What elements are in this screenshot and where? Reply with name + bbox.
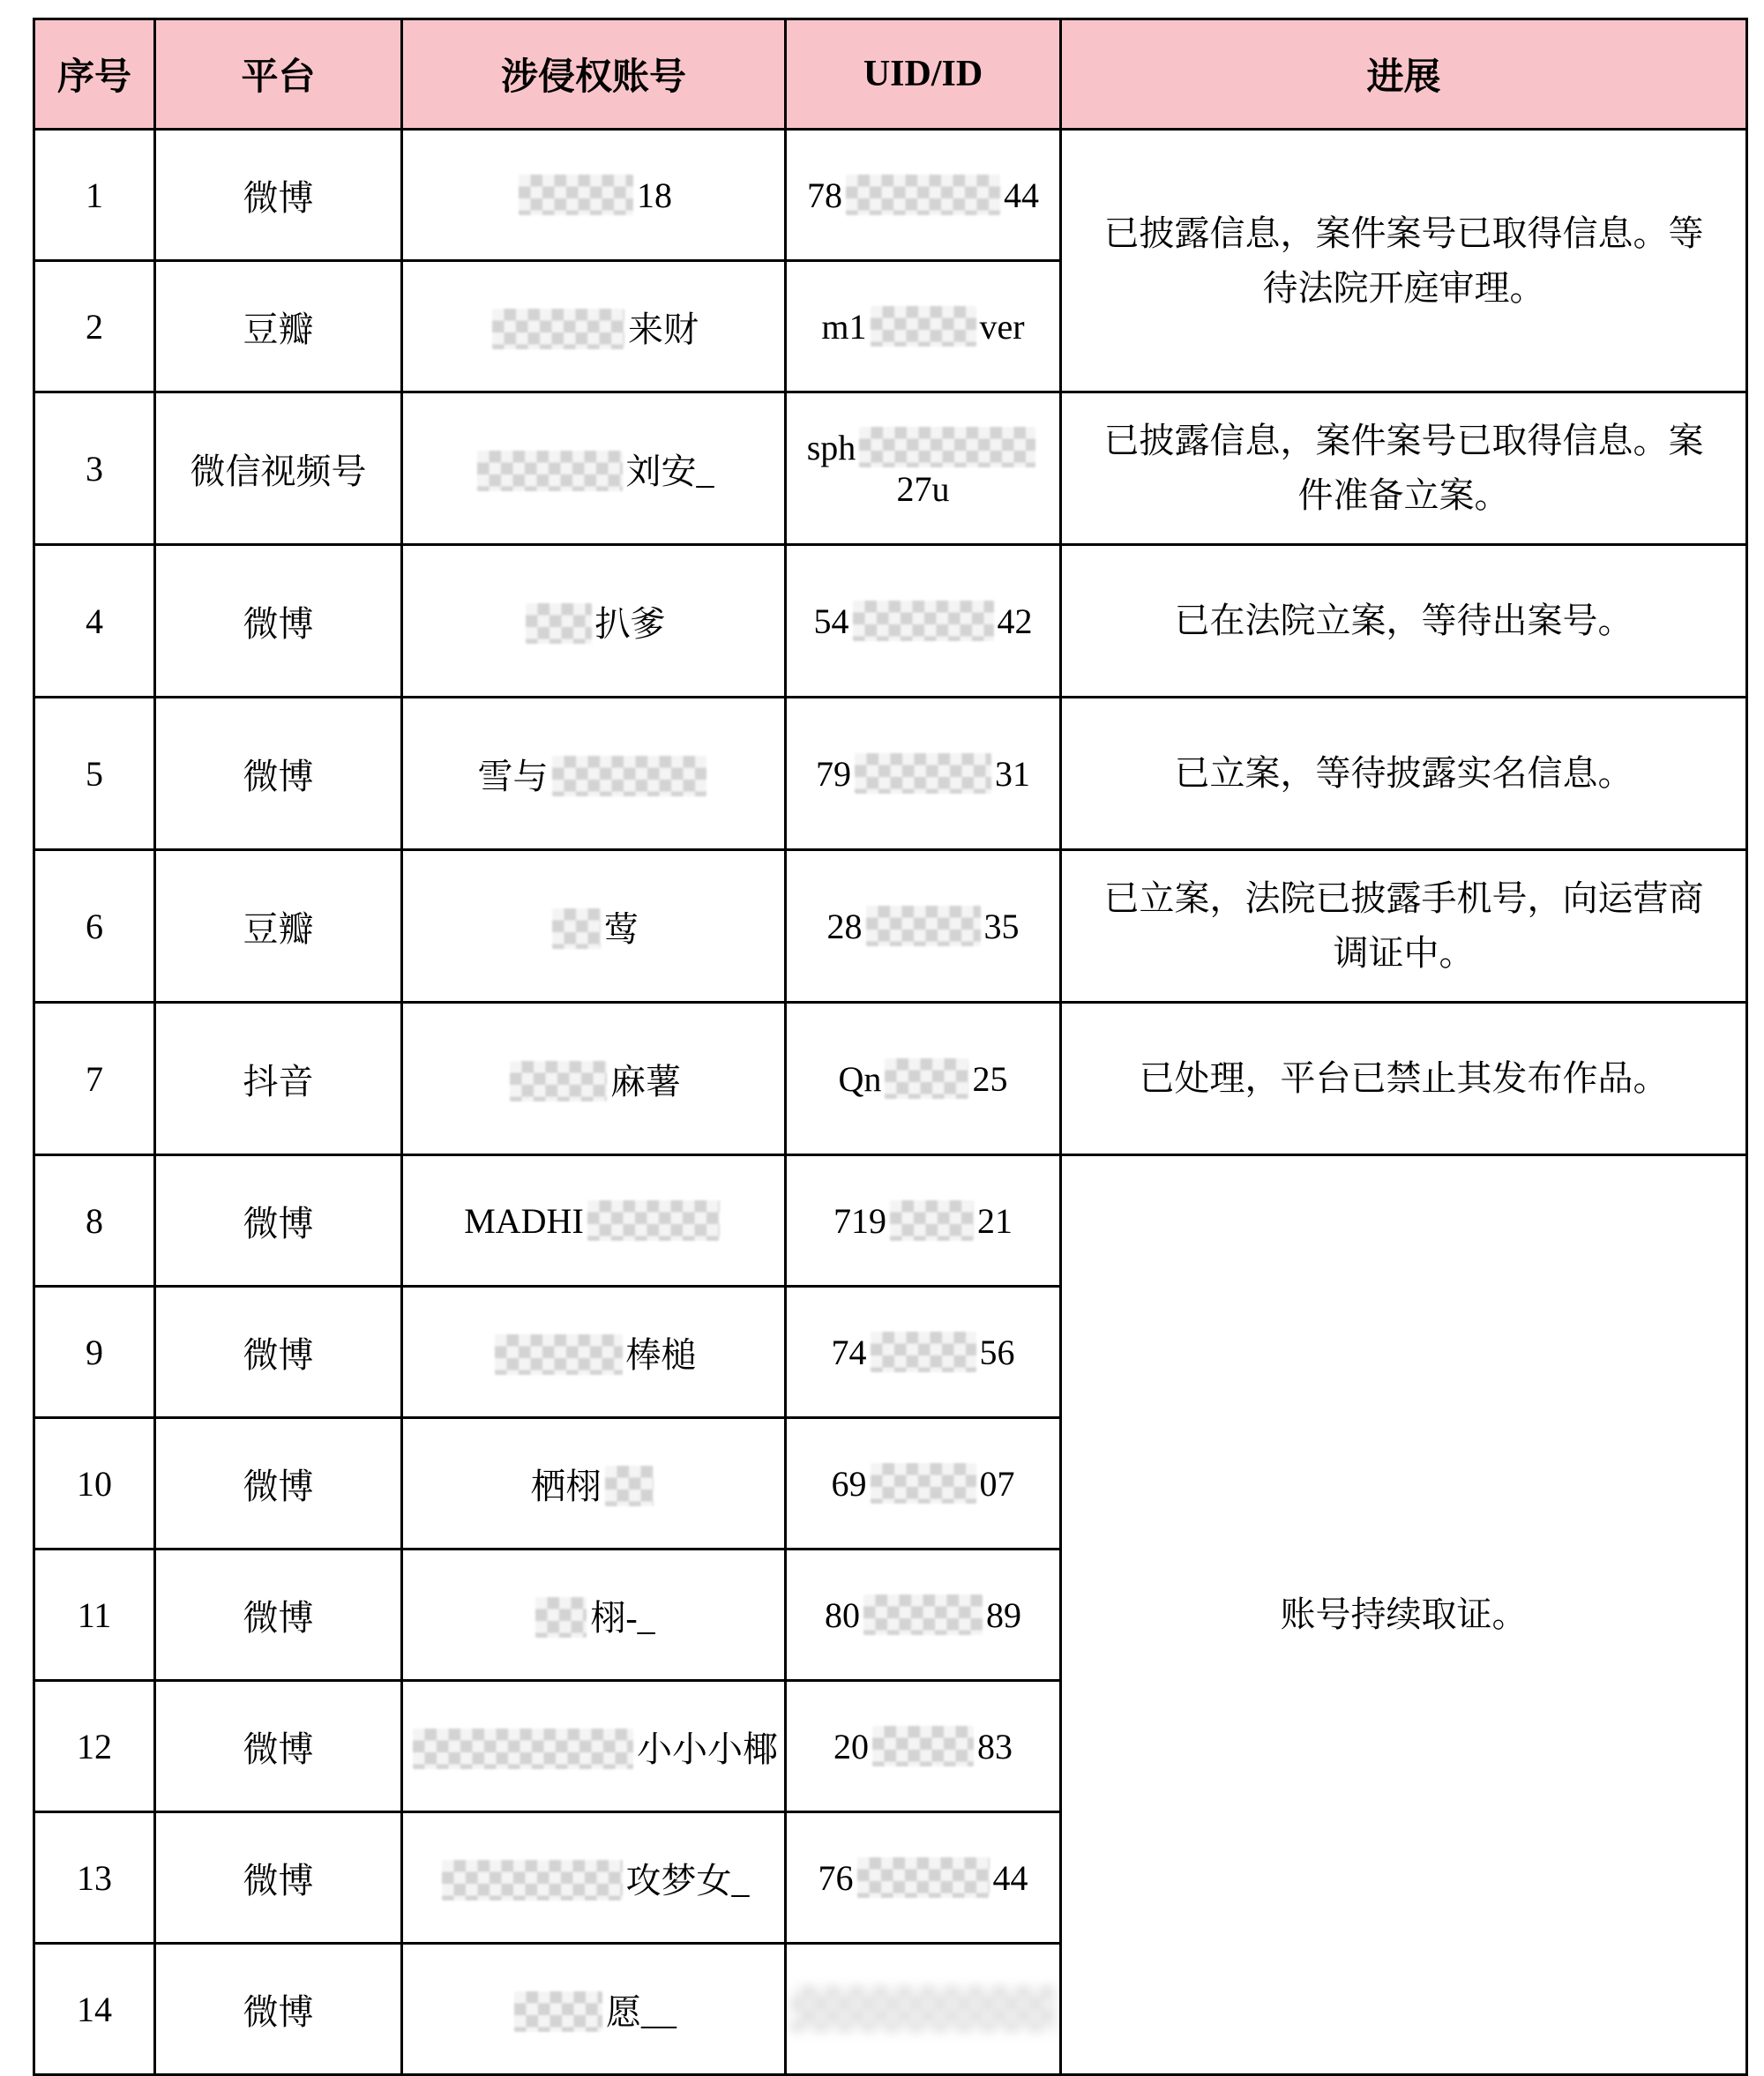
visible-text-prefix: Qn bbox=[838, 1058, 882, 1099]
uid-cell bbox=[786, 130, 1061, 261]
visible-text-prefix: 雪与 bbox=[477, 756, 549, 796]
visible-text-prefix: 28 bbox=[826, 906, 863, 946]
visible-text-prefix: sph bbox=[806, 428, 856, 467]
redaction-mosaic bbox=[552, 908, 601, 949]
visible-text-prefix: 栖栩 bbox=[530, 1466, 602, 1506]
visible-text-suffix: 42 bbox=[997, 601, 1033, 641]
header-serial-number: 序号 bbox=[34, 19, 155, 130]
visible-text-suffix: 小小小椰 bbox=[637, 1729, 778, 1769]
account-cell bbox=[402, 850, 786, 1003]
platform-cell: 微信视频号 bbox=[155, 392, 402, 545]
visible-text-suffix: 棒槌 bbox=[625, 1334, 697, 1375]
visible-text-suffix: 21 bbox=[977, 1200, 1013, 1241]
table-body bbox=[34, 130, 1747, 2075]
redaction-mosaic bbox=[535, 1597, 587, 1638]
row-number-cell: 12 bbox=[34, 1681, 155, 1812]
redaction-mosaic bbox=[855, 753, 991, 794]
visible-text-suffix: 扒爹 bbox=[594, 603, 666, 644]
infringement-progress-table bbox=[33, 18, 1748, 2076]
row-number-cell: 7 bbox=[34, 1003, 155, 1155]
header-row bbox=[34, 19, 1747, 130]
redaction-mosaic bbox=[514, 1991, 602, 2032]
account-cell bbox=[402, 545, 786, 698]
uid-cell bbox=[786, 1944, 1061, 2075]
platform-cell: 微博 bbox=[155, 130, 402, 261]
redaction-mosaic bbox=[492, 309, 624, 349]
platform-cell: 微博 bbox=[155, 1944, 402, 2075]
visible-text-prefix: 76 bbox=[818, 1857, 854, 1898]
header-progress: 进展 bbox=[1061, 19, 1747, 130]
account-cell bbox=[402, 261, 786, 392]
header-platform: 平台 bbox=[155, 19, 402, 130]
visible-text-suffix: 27u bbox=[896, 469, 950, 509]
redaction-mosaic bbox=[863, 1594, 983, 1635]
document-page bbox=[33, 18, 1764, 2076]
visible-text-prefix: 54 bbox=[813, 601, 849, 641]
account-cell bbox=[402, 1812, 786, 1944]
visible-text-prefix: 80 bbox=[825, 1594, 860, 1635]
row-number-cell: 11 bbox=[34, 1550, 155, 1681]
row-number-cell: 4 bbox=[34, 545, 155, 698]
progress-cell: 已披露信息，案件案号已取得信息。案件准备立案。 bbox=[1061, 392, 1747, 545]
redaction-mosaic bbox=[866, 906, 981, 946]
account-cell bbox=[402, 1418, 786, 1550]
redaction-mosaic bbox=[885, 1058, 968, 1099]
redaction-mosaic bbox=[442, 1860, 623, 1901]
table-row bbox=[34, 1155, 1747, 1287]
visible-text-suffix: 愿__ bbox=[606, 1991, 676, 2032]
redaction-mosaic bbox=[871, 306, 976, 347]
visible-text-suffix: 莺 bbox=[603, 908, 639, 949]
visible-text-prefix: 74 bbox=[831, 1332, 867, 1372]
row-number-cell: 8 bbox=[34, 1155, 155, 1287]
redaction-mosaic bbox=[552, 756, 706, 796]
visible-text-suffix: 07 bbox=[979, 1463, 1015, 1504]
uid-cell bbox=[786, 392, 1061, 545]
progress-cell: 已处理，平台已禁止其发布作品。 bbox=[1061, 1003, 1747, 1155]
visible-text-prefix: MADHI bbox=[464, 1200, 584, 1241]
redaction-mosaic bbox=[857, 1857, 990, 1898]
visible-text-suffix: 刘安_ bbox=[625, 451, 714, 491]
platform-cell: 微博 bbox=[155, 545, 402, 698]
table-row bbox=[34, 698, 1747, 850]
visible-text-suffix: 栩-_ bbox=[590, 1597, 655, 1638]
redaction-mosaic bbox=[495, 1334, 623, 1375]
account-cell bbox=[402, 1003, 786, 1155]
row-number-cell: 1 bbox=[34, 130, 155, 261]
visible-text-suffix: 83 bbox=[977, 1726, 1013, 1766]
uid-cell bbox=[786, 1550, 1061, 1681]
uid-cell bbox=[786, 1812, 1061, 1944]
platform-cell: 微博 bbox=[155, 1287, 402, 1418]
redaction-mosaic bbox=[871, 1463, 976, 1504]
progress-cell: 已立案，等待披露实名信息。 bbox=[1061, 698, 1747, 850]
uid-cell bbox=[786, 698, 1061, 850]
header-uid: UID/ID bbox=[786, 19, 1061, 130]
redaction-mosaic bbox=[859, 427, 1035, 467]
redaction-mosaic bbox=[587, 1200, 720, 1241]
platform-cell: 豆瓣 bbox=[155, 261, 402, 392]
account-cell bbox=[402, 698, 786, 850]
redaction-mosaic bbox=[605, 1466, 654, 1506]
progress-cell: 已披露信息，案件案号已取得信息。等待法院开庭审理。 bbox=[1061, 130, 1747, 392]
visible-text-suffix: 56 bbox=[979, 1332, 1015, 1372]
table-row bbox=[34, 1003, 1747, 1155]
visible-text-prefix: 78 bbox=[807, 175, 842, 215]
redaction-mosaic bbox=[510, 1061, 607, 1101]
platform-cell: 微博 bbox=[155, 1681, 402, 1812]
visible-text-suffix: 25 bbox=[972, 1058, 1008, 1099]
row-number-cell: 9 bbox=[34, 1287, 155, 1418]
row-number-cell: 3 bbox=[34, 392, 155, 545]
redaction-mosaic bbox=[853, 601, 994, 641]
visible-text-prefix: m1 bbox=[821, 306, 867, 347]
account-cell bbox=[402, 1681, 786, 1812]
visible-text-prefix: 69 bbox=[831, 1463, 867, 1504]
redaction-mosaic bbox=[477, 451, 623, 491]
account-cell bbox=[402, 392, 786, 545]
visible-text-prefix: 719 bbox=[833, 1200, 886, 1241]
visible-text-suffix: 攻梦女_ bbox=[625, 1860, 750, 1901]
redaction-mosaic bbox=[791, 1986, 1056, 2032]
visible-text-suffix: 44 bbox=[1004, 175, 1039, 215]
row-number-cell: 14 bbox=[34, 1944, 155, 2075]
visible-text-suffix: 44 bbox=[992, 1857, 1028, 1898]
uid-cell bbox=[786, 1681, 1061, 1812]
uid-cell bbox=[786, 1418, 1061, 1550]
uid-cell bbox=[786, 850, 1061, 1003]
account-cell bbox=[402, 1550, 786, 1681]
visible-text-prefix: 79 bbox=[816, 753, 851, 794]
table-row bbox=[34, 545, 1747, 698]
redaction-mosaic bbox=[519, 175, 633, 215]
account-cell bbox=[402, 1155, 786, 1287]
platform-cell: 豆瓣 bbox=[155, 850, 402, 1003]
redaction-mosaic bbox=[871, 1332, 976, 1372]
visible-text-suffix: 18 bbox=[637, 175, 672, 215]
uid-cell bbox=[786, 1287, 1061, 1418]
progress-cell: 已立案，法院已披露手机号，向运营商调证中。 bbox=[1061, 850, 1747, 1003]
visible-text-suffix: 31 bbox=[995, 753, 1030, 794]
redaction-mosaic bbox=[413, 1729, 633, 1769]
account-cell bbox=[402, 1287, 786, 1418]
table-row bbox=[34, 850, 1747, 1003]
row-number-cell: 5 bbox=[34, 698, 155, 850]
progress-cell: 已在法院立案，等待出案号。 bbox=[1061, 545, 1747, 698]
uid-cell bbox=[786, 261, 1061, 392]
platform-cell: 微博 bbox=[155, 1550, 402, 1681]
uid-cell bbox=[786, 1003, 1061, 1155]
uid-cell bbox=[786, 1155, 1061, 1287]
row-number-cell: 2 bbox=[34, 261, 155, 392]
table-row bbox=[34, 392, 1747, 545]
progress-cell: 账号持续取证。 bbox=[1061, 1155, 1747, 2075]
redaction-mosaic bbox=[846, 175, 1000, 215]
row-number-cell: 10 bbox=[34, 1418, 155, 1550]
row-number-cell: 13 bbox=[34, 1812, 155, 1944]
uid-cell bbox=[786, 545, 1061, 698]
table-row bbox=[34, 130, 1747, 261]
platform-cell: 微博 bbox=[155, 698, 402, 850]
platform-cell: 微博 bbox=[155, 1812, 402, 1944]
visible-text-prefix: 20 bbox=[833, 1726, 869, 1766]
visible-text-suffix: ver bbox=[979, 306, 1025, 347]
visible-text-suffix: 来财 bbox=[628, 309, 699, 349]
visible-text-suffix: 35 bbox=[983, 906, 1020, 946]
visible-text-suffix: 89 bbox=[986, 1594, 1021, 1635]
platform-cell: 微博 bbox=[155, 1418, 402, 1550]
redaction-mosaic bbox=[526, 603, 592, 644]
platform-cell: 微博 bbox=[155, 1155, 402, 1287]
platform-cell: 抖音 bbox=[155, 1003, 402, 1155]
row-number-cell: 6 bbox=[34, 850, 155, 1003]
redaction-mosaic bbox=[872, 1726, 974, 1766]
account-cell bbox=[402, 1944, 786, 2075]
visible-text-suffix: 麻薯 bbox=[610, 1061, 681, 1101]
redaction-mosaic bbox=[890, 1200, 974, 1241]
account-cell bbox=[402, 130, 786, 261]
header-infringing-account: 涉侵权账号 bbox=[402, 19, 786, 130]
